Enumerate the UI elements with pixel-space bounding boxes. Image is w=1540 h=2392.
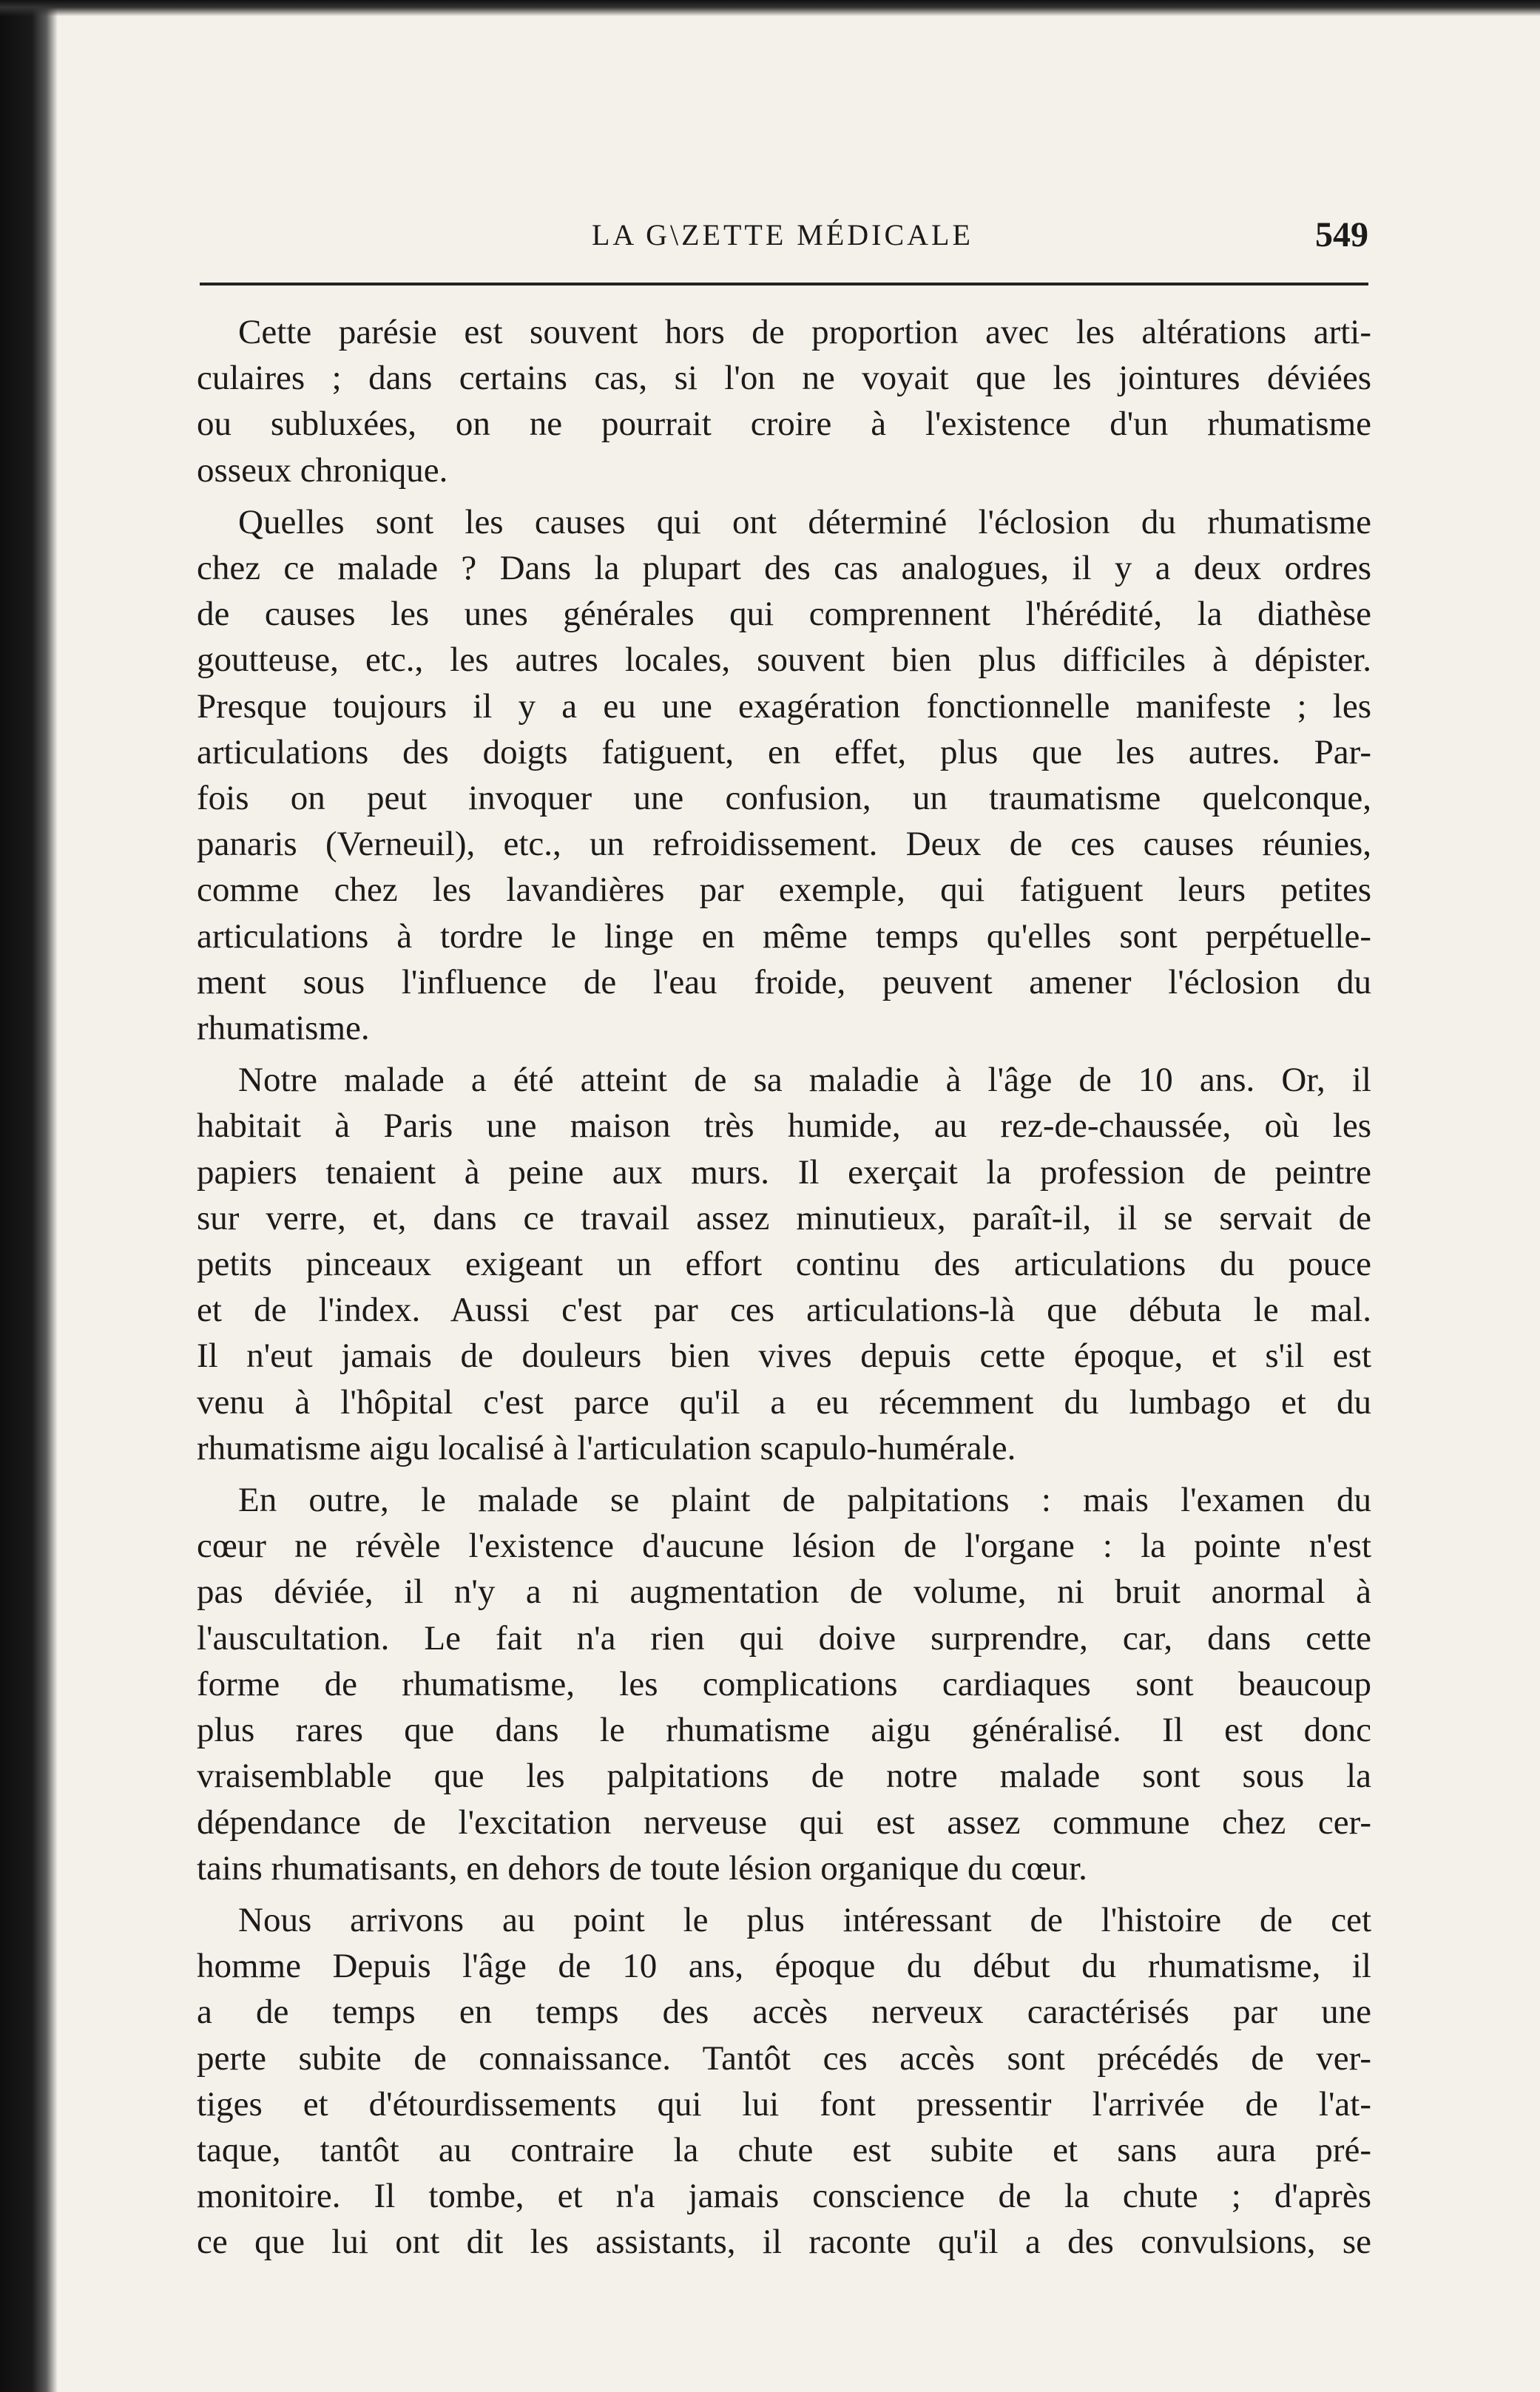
text-line: venu à l'hôpital c'est parce qu'il a eu récemment du lumbago et du [197, 1382, 1371, 1422]
running-title: LA G\ZETTE MÉDICALE [592, 218, 973, 251]
text-line: Il n'eut jamais de douleurs bien vives depuis cette époque, et s'il est [197, 1337, 1371, 1376]
text-line: chez ce malade ? Dans la plupart des cas analogues, il y a deux ordres [197, 549, 1371, 588]
text-line: cœur ne révèle l'existence d'aucune lésion de l'organe : la pointe n'est [197, 1527, 1371, 1566]
paragraph [197, 1477, 1371, 1891]
text-line: articulations à tordre le linge en même temps qu'elles sont perpétuelle- [197, 916, 1371, 956]
text-line: rhumatisme. [197, 1009, 370, 1048]
text-line: et de l'index. Aussi c'est par ces articulations-là que débuta le mal. [197, 1291, 1371, 1330]
text-line: dépendance de l'excitation nerveuse qui est assez commune chez cer- [197, 1803, 1371, 1842]
text-line: papiers tenaient à peine aux murs. Il exerçait la profession de peintre [197, 1152, 1371, 1192]
text-line: ment sous l'influence de l'eau froide, peuvent amener l'éclosion du [197, 962, 1371, 1001]
text-line: fois on peut invoquer une confusion, un traumatisme quelconque, [197, 779, 1371, 818]
paragraph [197, 1057, 1371, 1471]
text-line: ou subluxées, on ne pourrait croire à l'existence d'un rhumatisme [197, 405, 1371, 444]
text-line: perte subite de connaissance. Tantôt ces accès sont précédés de ver- [197, 2038, 1371, 2078]
text-line: comme chez les lavandières par exemple, qui fatiguent leurs petites [197, 871, 1371, 910]
text-line: plus rares que dans le rhumatisme aigu généralisé. Il est donc [197, 1711, 1371, 1750]
text-line: l'auscultation. Le fait n'a rien qui doive surprendre, car, dans cette [197, 1618, 1371, 1658]
text-line: a de temps en temps des accès nerveux caractérisés par une [197, 1993, 1371, 2032]
page-top-shadow [0, 0, 1540, 16]
text-line: homme Depuis l'âge de 10 ans, époque du début du rhumatisme, il [197, 1947, 1371, 1986]
text-line: petits pinceaux exigeant un effort continu des articulations du pouce [197, 1245, 1371, 1284]
paragraph [197, 309, 1371, 493]
text-line: de causes les unes générales qui comprennent l'hérédité, la diathèse [197, 595, 1371, 634]
text-line: culaires ; dans certains cas, si l'on ne voyait que les jointures déviées [197, 359, 1371, 398]
binding-shadow [0, 0, 58, 2392]
page-header [200, 214, 1368, 266]
text-line: Cette parésie est souvent hors de proportion avec les altérations arti- [238, 313, 1371, 351]
paragraph [197, 499, 1371, 1051]
text-line: tains rhumatisants, en dehors de toute lésion organique du cœur. [197, 1848, 1087, 1888]
text-line: rhumatisme aigu localisé à l'articulation scapulo-humérale. [197, 1428, 1016, 1467]
text-line: ce que lui ont dit les assistants, il raconte qu'il a des convulsions, se [197, 2223, 1371, 2262]
text-line: vraisemblable que les palpitations de notre malade sont sous la [197, 1757, 1371, 1796]
text-line: Presque toujours il y a eu une exagération fonctionnelle manifeste ; les [197, 686, 1371, 726]
text-line: forme de rhumatisme, les complications cardiaques sont beaucoup [197, 1664, 1371, 1703]
page-number: 549 [1315, 215, 1368, 254]
text-line: goutteuse, etc., les autres locales, souvent bien plus difficiles à dépister. [197, 641, 1371, 680]
body-text [197, 309, 1371, 2271]
text-line: osseux chronique. [197, 450, 448, 490]
text-line: taque, tantôt au contraire la chute est subite et sans aura pré- [197, 2130, 1371, 2169]
text-line: articulations des doigts fatiguent, en effet, plus que les autres. Par- [197, 732, 1371, 771]
text-line: panaris (Verneuil), etc., un refroidissement. Deux de ces causes réunies, [197, 825, 1371, 864]
paragraph [197, 1897, 1371, 2266]
text-line: sur verre, et, dans ce travail assez minutieux, paraît-il, il se servait de [197, 1198, 1371, 1237]
text-line: Quelles sont les causes qui ont déterminé l'éclosion du rhumatisme [238, 502, 1371, 541]
header-rule [200, 283, 1368, 286]
text-line: pas déviée, il n'y a ni augmentation de volume, ni bruit anormal à [197, 1572, 1371, 1612]
text-line: monitoire. Il tombe, et n'a jamais conscience de la chute ; d'après [197, 2177, 1371, 2216]
text-line: Notre malade a été atteint de sa maladie à l'âge de 10 ans. Or, il [238, 1061, 1371, 1100]
text-line: En outre, le malade se plaint de palpitations : mais l'examen du [238, 1481, 1371, 1520]
text-line: tiges et d'étourdissements qui lui font pressentir l'arrivée de l'at- [197, 2084, 1371, 2124]
text-line: Nous arrivons au point le plus intéressant de l'histoire de cet [238, 1900, 1371, 1939]
text-line: habitait à Paris une maison très humide, au rez-de-chaussée, où les [197, 1107, 1371, 1146]
